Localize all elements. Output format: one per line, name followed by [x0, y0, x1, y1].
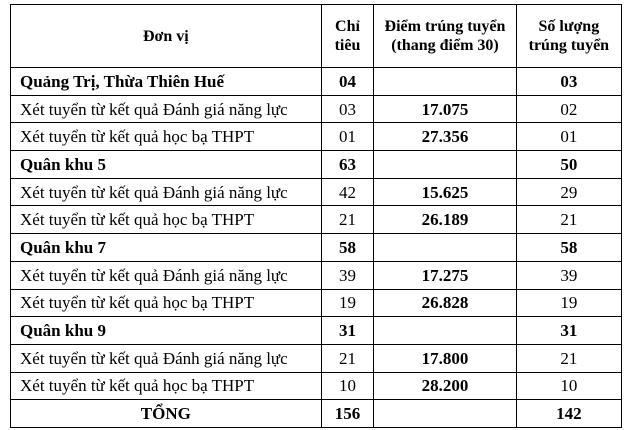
- header-unit: Đơn vị: [11, 5, 322, 68]
- group-quota: 31: [321, 317, 374, 345]
- row-quota: 39: [321, 261, 374, 289]
- group-name: Quân khu 7: [11, 234, 322, 262]
- row-quota: 21: [321, 206, 374, 234]
- header-quota: Chỉ tiêu: [321, 5, 374, 68]
- table-row: [11, 123, 622, 151]
- group-score-empty: [374, 317, 516, 345]
- row-score: 15.625: [374, 178, 516, 206]
- row-score: 27.356: [374, 123, 516, 151]
- group-name: Quân khu 5: [11, 151, 322, 179]
- table-row: [11, 289, 622, 317]
- row-score: 26.828: [374, 289, 516, 317]
- header-row: [11, 5, 622, 68]
- row-quota: 19: [321, 289, 374, 317]
- row-score: 26.189: [374, 206, 516, 234]
- row-method: Xét tuyển từ kết quả học bạ THPT: [11, 289, 322, 317]
- group-admitted: 58: [516, 234, 621, 262]
- group-row: [11, 68, 622, 96]
- row-admitted: 02: [516, 95, 621, 123]
- admission-results-table: [10, 4, 622, 428]
- row-method: Xét tuyển từ kết quả Đánh giá năng lực: [11, 95, 322, 123]
- group-score-empty: [374, 234, 516, 262]
- row-admitted: 39: [516, 261, 621, 289]
- table-row: [11, 344, 622, 372]
- group-quota: 58: [321, 234, 374, 262]
- group-quota: 63: [321, 151, 374, 179]
- row-admitted: 21: [516, 344, 621, 372]
- group-row: [11, 151, 622, 179]
- row-admitted: 01: [516, 123, 621, 151]
- row-quota: 21: [321, 344, 374, 372]
- group-name: Quân khu 9: [11, 317, 322, 345]
- table-row: [11, 178, 622, 206]
- row-method: Xét tuyển từ kết quả học bạ THPT: [11, 123, 322, 151]
- row-quota: 01: [321, 123, 374, 151]
- group-row: [11, 317, 622, 345]
- row-method: Xét tuyển từ kết quả học bạ THPT: [11, 372, 322, 400]
- row-admitted: 29: [516, 178, 621, 206]
- total-label: TỔNG: [11, 400, 322, 428]
- group-name: Quảng Trị, Thừa Thiên Huế: [11, 68, 322, 96]
- header-score: Điểm trúng tuyển (thang điểm 30): [374, 5, 516, 68]
- total-row: [11, 400, 622, 428]
- total-score-empty: [374, 400, 516, 428]
- group-admitted: 03: [516, 68, 621, 96]
- row-score: 17.800: [374, 344, 516, 372]
- row-score: 17.275: [374, 261, 516, 289]
- group-admitted: 31: [516, 317, 621, 345]
- row-quota: 10: [321, 372, 374, 400]
- row-method: Xét tuyển từ kết quả Đánh giá năng lực: [11, 178, 322, 206]
- row-method: Xét tuyển từ kết quả học bạ THPT: [11, 206, 322, 234]
- group-row: [11, 234, 622, 262]
- table-row: [11, 206, 622, 234]
- group-admitted: 50: [516, 151, 621, 179]
- table-row: [11, 95, 622, 123]
- group-quota: 04: [321, 68, 374, 96]
- table-row: [11, 372, 622, 400]
- row-score: 28.200: [374, 372, 516, 400]
- row-score: 17.075: [374, 95, 516, 123]
- row-quota: 42: [321, 178, 374, 206]
- header-admitted: Số lượng trúng tuyển: [516, 5, 621, 68]
- group-score-empty: [374, 151, 516, 179]
- row-method: Xét tuyển từ kết quả Đánh giá năng lực: [11, 344, 322, 372]
- row-method: Xét tuyển từ kết quả Đánh giá năng lực: [11, 261, 322, 289]
- total-admitted: 142: [516, 400, 621, 428]
- row-admitted: 21: [516, 206, 621, 234]
- table-row: [11, 261, 622, 289]
- row-admitted: 10: [516, 372, 621, 400]
- total-quota: 156: [321, 400, 374, 428]
- row-admitted: 19: [516, 289, 621, 317]
- group-score-empty: [374, 68, 516, 96]
- row-quota: 03: [321, 95, 374, 123]
